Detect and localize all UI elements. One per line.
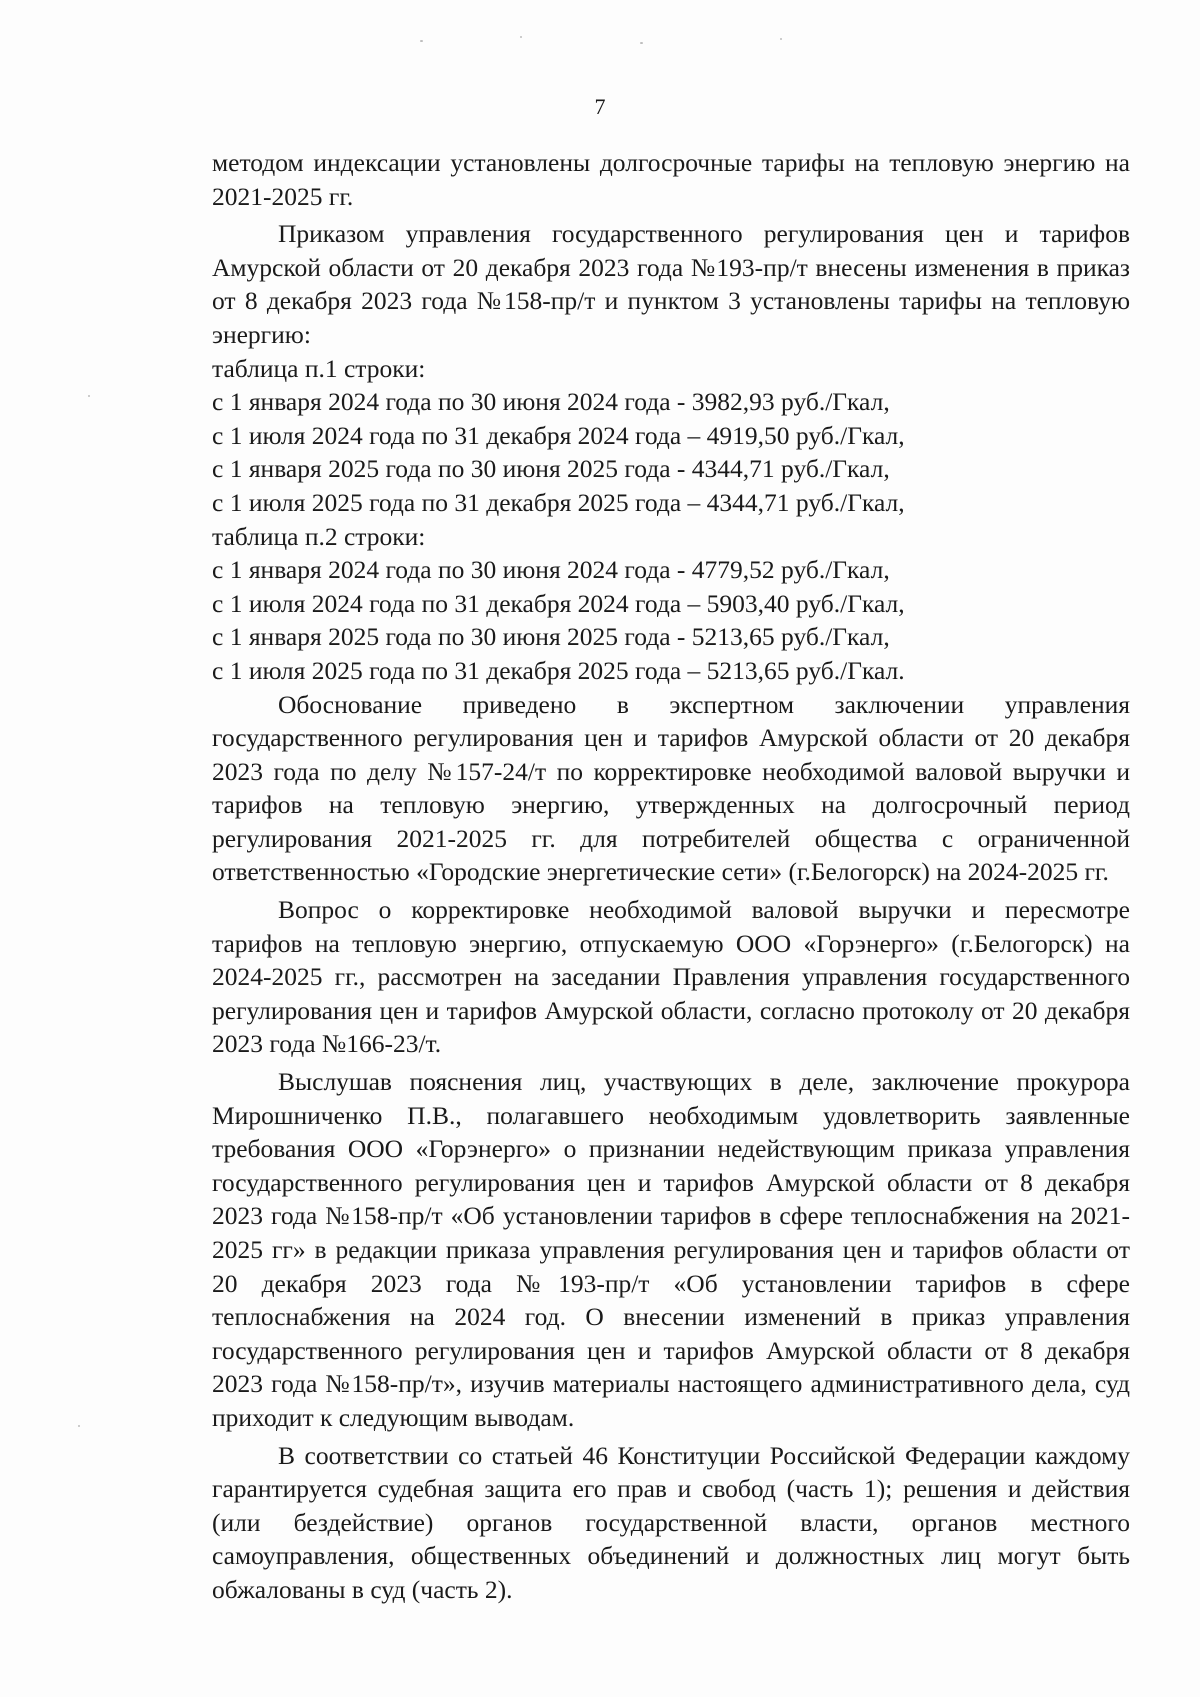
- paragraph: Выслушав пояснения лиц, участвующих в деле, заключение прокурора Мирошниченко П.В., полагавшего необходимым удовлетворить заявленные требования ООО «Горэнерго» о признании недействующим приказа управления государственного регулирования цен и тарифов Амурской области от 8 декабря 2023 года №158-пр/т «Об установлении тарифов в сфере теплоснабжения на 2021-2025 гг» в редакции приказа управления регулирования цен и тарифов области от 20 декабря 2023 года №193-пр/т «Об установлении тарифов в сфере теплоснабжения на 2024 год. О внесении изменений в приказ управления государственного регулирования цен и тарифов Амурской области от 8 декабря 2023 года №158-пр/т», изучив материалы настоящего административного дела, суд приходит к следующим выводам.: [212, 1067, 1130, 1432]
- document-body: [212, 146, 1130, 1611]
- scan-speck: [420, 40, 423, 42]
- table2-row: с 1 января 2024 года по 30 июня 2024 года - 4779,52 руб./Гкал,: [212, 555, 890, 585]
- page-number: 7: [594, 94, 606, 119]
- paragraph: методом индексации установлены долгосрочные тарифы на тепловую энергию на 2021-2025 гг.: [212, 148, 1130, 211]
- table1-heading: таблица п.1 строки:: [212, 353, 426, 383]
- scan-speck: [640, 42, 643, 44]
- paragraph: Обоснование приведено в экспертном заключении управления государственного регулирования цен и тарифов Амурской области от 20 декабря 2023 года по делу №157-24/т по корректировке необходимой валовой выручки и тарифов на тепловую энергию, утвержденных на долгосрочный период регулирования 2021-2025 гг. для потребителей общества с ограниченной ответственностью «Городские энергетические сети» (г.Белогорск) на 2024-2025 гг.: [212, 689, 1130, 887]
- table2-row: с 1 января 2025 года по 30 июня 2025 года - 5213,65 руб./Гкал,: [212, 622, 890, 652]
- table1-row: с 1 января 2024 года по 30 июня 2024 года - 3982,93 руб./Гкал,: [212, 387, 890, 417]
- scan-speck: [88, 395, 90, 397]
- paragraph: Вопрос о корректировке необходимой валовой выручки и пересмотре тарифов на тепловую энергию, отпускаемую ООО «Горэнерго» (г.Белогорск) на 2024-2025 гг., рассмотрен на заседании Правления управления государственного регулирования цен и тарифов Амурской области, согласно протоколу от 20 декабря 2023 года №166-23/т.: [212, 895, 1130, 1059]
- scan-speck: [78, 1425, 80, 1427]
- table2-row: с 1 июля 2024 года по 31 декабря 2024 года – 5903,40 руб./Гкал,: [212, 588, 905, 618]
- table1-row: с 1 июля 2025 года по 31 декабря 2025 года – 4344,71 руб./Гкал,: [212, 487, 905, 517]
- table1-row: с 1 января 2025 года по 30 июня 2025 года - 4344,71 руб./Гкал,: [212, 454, 890, 484]
- table2-row: с 1 июля 2025 года по 31 декабря 2025 года – 5213,65 руб./Гкал.: [212, 655, 905, 685]
- paragraph: В соответствии со статьей 46 Конституции Российской Федерации каждому гарантируется судебная защита его прав и свобод (часть 1); решения и действия (или бездействие) органов государственной власти, органов местного самоуправления, общественных объединений и должностных лиц могут быть обжалованы в суд (часть 2).: [212, 1440, 1130, 1604]
- scan-speck: [780, 38, 782, 40]
- scan-speck: [520, 36, 522, 38]
- table1-row: с 1 июля 2024 года по 31 декабря 2024 года – 4919,50 руб./Гкал,: [212, 420, 905, 450]
- table2-heading: таблица п.2 строки:: [212, 521, 426, 551]
- paragraph: Приказом управления государственного регулирования цен и тарифов Амурской области от 20 декабря 2023 года №193-пр/т внесены изменения в приказ от 8 декабря 2023 года №158-пр/т и пунктом 3 установлены тарифы на тепловую энергию:: [212, 219, 1130, 349]
